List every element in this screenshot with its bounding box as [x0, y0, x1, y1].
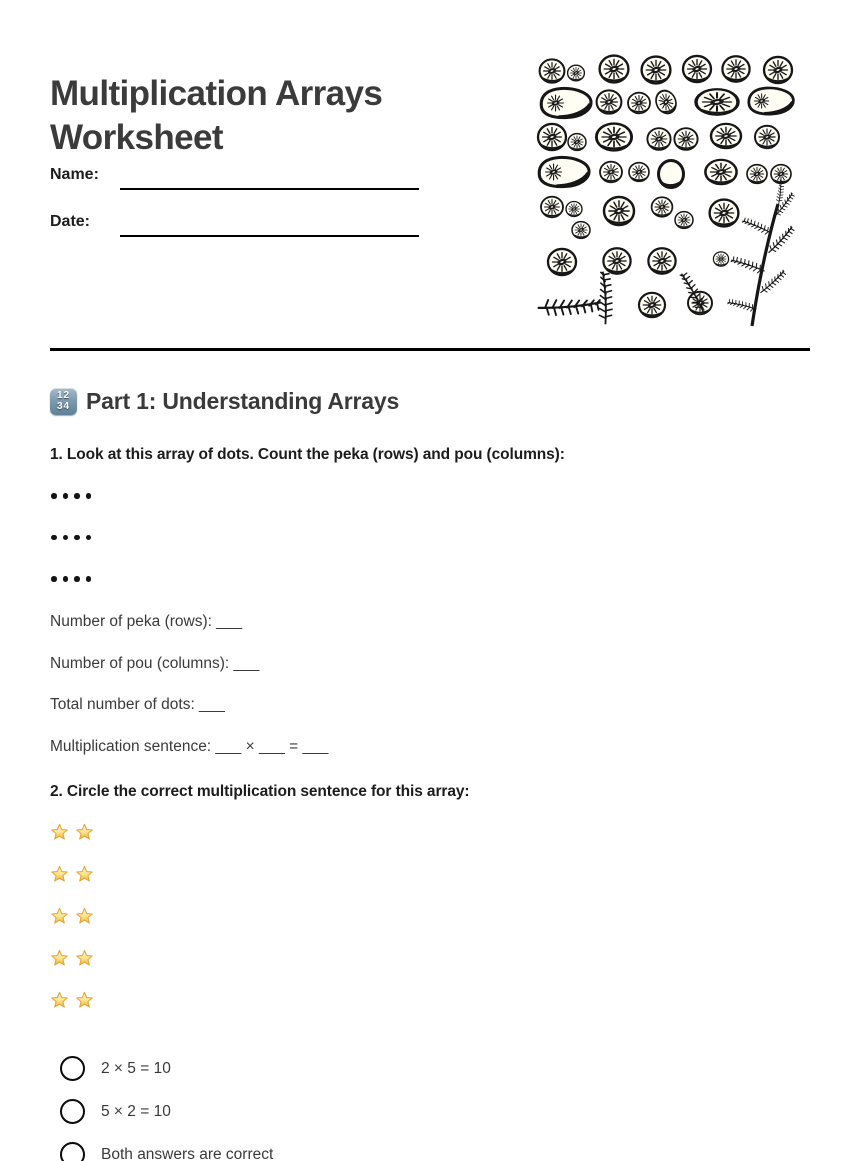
kiwi-illustration [534, 44, 808, 330]
dot [86, 535, 92, 541]
star-row [50, 991, 94, 1010]
option-row [60, 1099, 273, 1124]
radio-button[interactable] [60, 1099, 85, 1124]
blank-columns: Number of pou (columns): ___ [50, 655, 260, 672]
dot [63, 493, 69, 499]
dot [63, 535, 69, 541]
question2-prompt: 2. Circle the correct multiplication sentence for this array: [50, 783, 470, 800]
icon-digits-top: 12 [56, 390, 71, 401]
blank-sentence: Multiplication sentence: ___ × ___ = ___ [50, 738, 329, 755]
dot [74, 576, 80, 582]
page-title: Multiplication Arrays Worksheet [50, 74, 383, 158]
star-row [50, 949, 94, 968]
dot [51, 535, 57, 541]
option-label: 5 × 2 = 10 [101, 1102, 171, 1120]
radio-button[interactable] [60, 1056, 85, 1081]
stars-array [50, 823, 94, 1010]
star-row [50, 907, 94, 926]
blank-total: Total number of dots: ___ [50, 696, 225, 713]
dot-row [51, 576, 91, 582]
dot-row [51, 493, 91, 499]
star-icon [50, 907, 69, 926]
star-icon [75, 991, 94, 1010]
input-numbers-icon [50, 388, 77, 415]
option-label: Both answers are correct [101, 1145, 274, 1161]
star-icon [75, 823, 94, 842]
dot [51, 576, 57, 582]
star-row [50, 823, 94, 842]
date-input-line[interactable] [120, 213, 419, 237]
star-icon [75, 949, 94, 968]
dot [74, 493, 80, 499]
option-row [60, 1142, 273, 1161]
blank-rows: Number of peka (rows): ___ [50, 613, 243, 630]
star-icon [50, 949, 69, 968]
star-icon [50, 991, 69, 1010]
star-row [50, 865, 94, 884]
star-icon [75, 865, 94, 884]
option-row [60, 1056, 273, 1081]
star-icon [50, 865, 69, 884]
option-label: 2 × 5 = 10 [101, 1059, 171, 1077]
dot [86, 493, 92, 499]
star-icon [50, 823, 69, 842]
dot [63, 576, 69, 582]
name-label: Name: [50, 166, 99, 183]
star-icon [75, 907, 94, 926]
dots-array [51, 493, 91, 582]
dot [51, 493, 57, 499]
question1-prompt: 1. Look at this array of dots. Count the peka (rows) and pou (columns): [50, 446, 565, 463]
answer-options [60, 1056, 273, 1161]
icon-digits-bottom: 34 [56, 400, 71, 412]
part1-heading [50, 388, 399, 415]
date-label: Date: [50, 213, 91, 230]
dot-row [51, 535, 91, 541]
radio-button[interactable] [60, 1142, 85, 1161]
name-input-line[interactable] [120, 166, 419, 190]
section-divider [50, 348, 810, 351]
dot [74, 535, 80, 541]
dot [86, 576, 92, 582]
part1-heading-text: Part 1: Understanding Arrays [86, 388, 400, 414]
